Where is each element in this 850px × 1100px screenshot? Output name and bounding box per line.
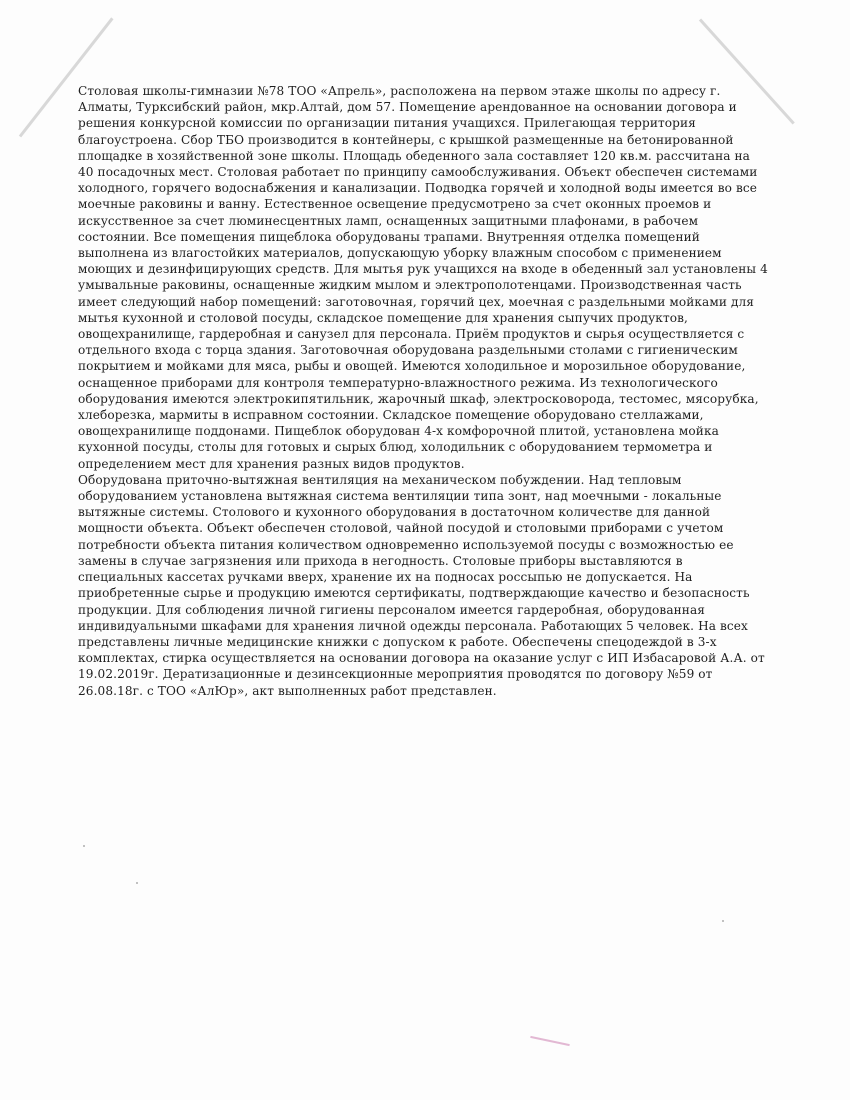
scan-speck [136,882,138,884]
paragraph-1: Столовая школы-гимназии №78 ТОО «Апрель», расположена на первом этаже школы по адресу г. Алматы, Турксибский район, мкр.Алтай, дом 57. Помещение арендованное на основании договора и решения конкурсной комиссии по организации питания учащихся. Прилегающая территория благоустроена. Сбор ТБО производится в контейнеры, с крышкой размещенные на бетонированной площадке в хозяйственной зоне школы. Площадь обеденного зала составляет 120 кв.м. рассчитана на 40 посадочных мест. Столовая работает по принципу самообслуживания. Объект обеспечен системами холодного, горячего водоснабжения и канализации. Подводка горячей и холодной воды имеется во все моечные раковины и ванну. Естественное освещение предусмотрено за счет оконных проемов и искусственное за счет люминесцентных ламп, оснащенных защитными плафонами, в рабочем состоянии. Все помещения пищеблока оборудованы трапами. Внутренняя отделка помещений выполнена из влагостойких материалов, допускающую уборку влажным способом с применением моющих и дезинфицирующих средств. Для мытья рук учащихся на входе в обеденный зал установлены 4 умывальные раковины, оснащенные жидким мылом и электрополотенцами. Производственная часть имеет следующий набор помещений: заготовочная, горячий цех, моечная с раздельными мойками для мытья кухонной и столовой посуды, складское помещение для хранения сыпучих продуктов, овощехранилище, гардеробная и санузел для персонала. Приём продуктов и сырья осуществляется с отдельного входа с торца здания. Заготовочная оборудована раздельными столами с гигиеническим покрытием и мойками для мяса, рыбы и овощей. Имеются холодильное и морозильное оборудование, оснащенное приборами для контроля температурно-влажностного режима. Из технологического оборудования имеются электрокипятильник, жарочный шкаф, электросковорода, тестомес, мясорубка, хлеборезка, мармиты в исправном состоянии. Складское помещение оборудовано стеллажами, овощехранилище поддонами. Пищеблок оборудован 4-х комфорочной плитой, установлена мойка кухонной посуды, столы для готовых и сырых блюд, холодильник с оборудованием термометра и определением мест для хранения разных видов продуктов. [78,84,768,471]
scan-speck [83,845,85,847]
document-body [78,83,768,699]
scan-speck [722,920,724,922]
scan-artifact-bottom [530,1036,570,1046]
paragraph-2: Оборудована приточно-вытяжная вентиляция на механическом побуждении. Над тепловым оборудованием установлена вытяжная система вентиляции типа зонт, над моечными - локальные вытяжные системы. Столового и кухонного оборудования в достаточном количестве для данной мощности объекта. Объект обеспечен столовой, чайной посудой и столовыми приборами с учетом потребности объекта питания количеством одновременно используемой посуды с возможностью ее замены в случае загрязнения или прихода в негодность. Столовые приборы выставляются в специальных кассетах ручками вверх, хранение их на подносах россыпью не допускается. На приобретенные сырье и продукцию имеются сертификаты, подтверждающие качество и безопасность продукции. Для соблюдения личной гигиены персоналом имеется гардеробная, оборудованная индивидуальными шкафами для хранения личной одежды персонала. Работающих 5 человек. На всех представлены личные медицинские книжки с допуском к работе. Обеспечены спецодеждой в 3-х комплектах, стирка осуществляется на основании договора на оказание услуг с ИП Избасаровой А.А. от 19.02.2019г. Дератизационные и дезинсекционные мероприятия проводятся по договору №59 от 26.08.18г. с ТОО «АлЮр», акт выполненных работ представлен. [78,472,765,698]
